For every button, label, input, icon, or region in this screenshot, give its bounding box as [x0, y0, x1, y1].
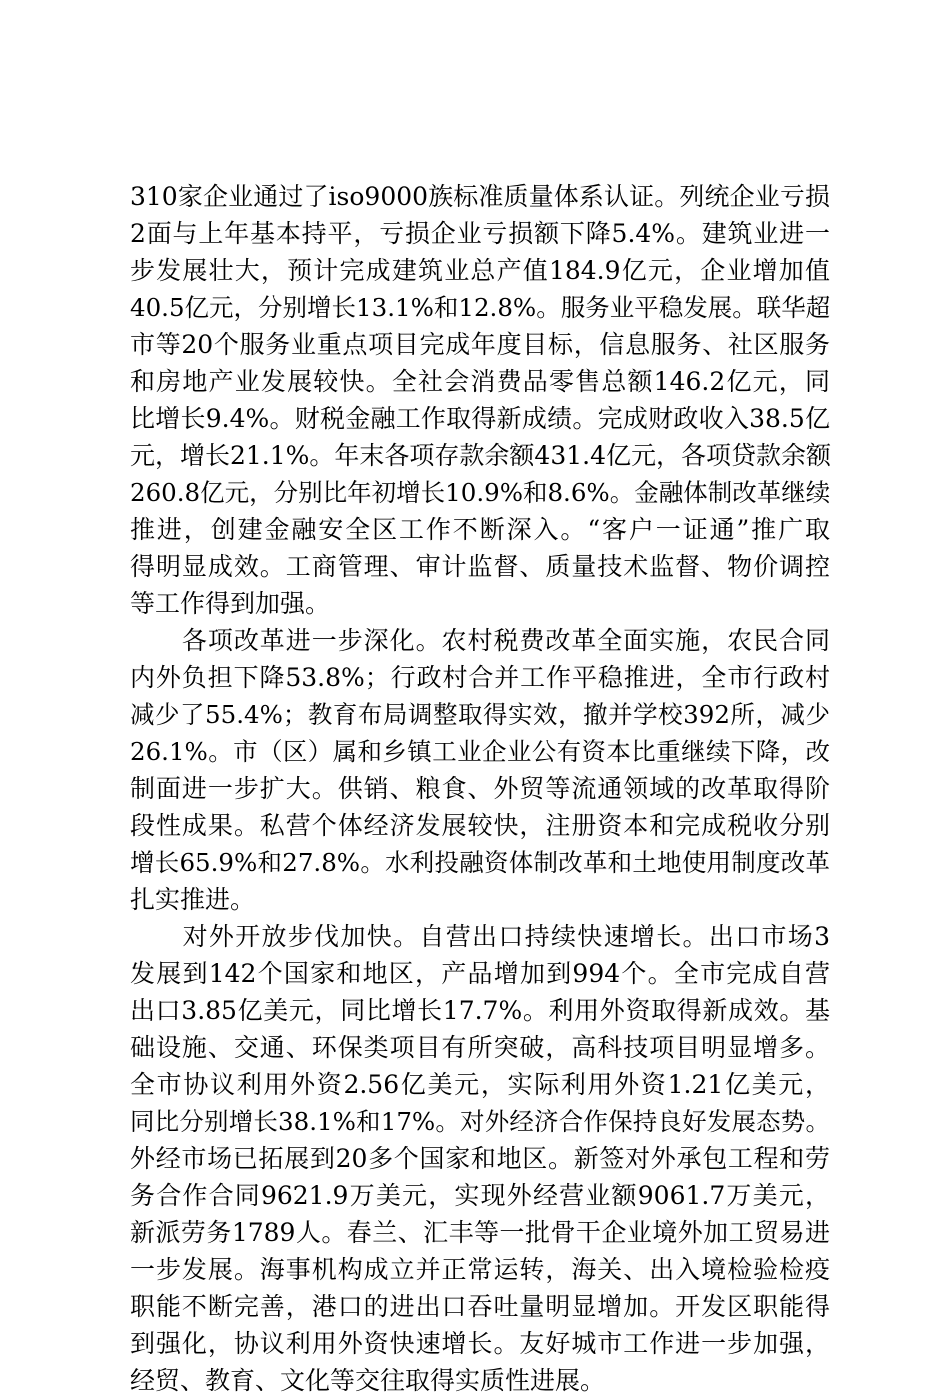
text-line: 市等20个服务业重点项目完成年度目标，信息服务、社区服务 [130, 330, 830, 359]
text-line: 发展到142个国家和地区，产品增加到994个。全市完成自营 [130, 959, 830, 988]
text-line: 础设施、交通、环保类项目有所突破，高科技项目明显增多。 [130, 1033, 830, 1062]
paragraph-industry-finance [130, 178, 830, 622]
paragraph-reforms [130, 622, 830, 918]
text-line: 到强化，协议利用外资快速增长。友好城市工作进一步加强， [130, 1329, 830, 1358]
text-line: 职能不断完善，港口的进出口吞吐量明显增加。开发区职能得 [130, 1292, 830, 1321]
text-line: 增长65.9%和27.8%。水利投融资体制改革和土地使用制度改革 [130, 848, 830, 877]
text-line: 段性成果。私营个体经济发展较快，注册资本和完成税收分别 [130, 811, 830, 840]
text-line: 新派劳务1789人。春兰、汇丰等一批骨干企业境外加工贸易进 [130, 1218, 830, 1247]
text-line: 各项改革进一步深化。农村税费改革全面实施，农民合同 [130, 626, 830, 655]
text-line: 减少了55.4%；教育布局调整取得实效，撤并学校392所，减少 [130, 700, 830, 729]
text-line: 和房地产业发展较快。全社会消费品零售总额146.2亿元，同 [130, 367, 830, 396]
text-line: 260.8亿元，分别比年初增长10.9%和8.6%。金融体制改革继续 [130, 478, 831, 507]
text-line: 一步发展。海事机构成立并正常运转，海关、出入境检验检疫 [130, 1255, 830, 1284]
text-line: 对外开放步伐加快。自营出口持续快速增长。出口市场3 [130, 922, 830, 951]
text-line: 得明显成效。工商管理、审计监督、质量技术监督、物价调控 [130, 552, 830, 581]
text-line: 扎实推进。 [130, 885, 256, 914]
text-line: 比增长9.4%。财税金融工作取得新成绩。完成财政收入38.5亿 [130, 404, 830, 433]
text-line: 出口3.85亿美元，同比增长17.7%。利用外资取得新成效。基 [130, 996, 830, 1025]
text-line: 26.1%。市（区）属和乡镇工业企业公有资本比重继续下降，改 [130, 737, 830, 766]
text-line: 制面进一步扩大。供销、粮食、外贸等流通领域的改革取得阶 [130, 774, 830, 803]
text-line: 40.5亿元，分别增长13.1%和12.8%。服务业平稳发展。联华超 [130, 293, 831, 322]
text-line: 步发展壮大，预计完成建筑业总产值184.9亿元，企业增加值 [130, 256, 830, 285]
text-line: 推进，创建金融安全区工作不断深入。“客户一证通”推广取 [130, 515, 830, 544]
text-line: 同比分别增长38.1%和17%。对外经济合作保持良好发展态势。 [130, 1107, 830, 1136]
paragraph-opening-up [130, 918, 830, 1399]
text-line: 等工作得到加强。 [130, 589, 331, 618]
text-line: 全市协议利用外资2.56亿美元，实际利用外资1.21亿美元， [130, 1070, 830, 1099]
text-line: 外经市场已拓展到20多个国家和地区。新签对外承包工程和劳 [130, 1144, 830, 1173]
text-line: 元，增长21.1%。年末各项存款余额431.4亿元，各项贷款余额 [130, 441, 831, 470]
text-line: 2面与上年基本持平，亏损企业亏损额下降5.4%。建筑业进一 [130, 219, 830, 248]
text-line: 务合作合同9621.9万美元，实现外经营业额9061.7万美元， [130, 1181, 830, 1210]
text-line: 内外负担下降53.8%；行政村合并工作平稳推进，全市行政村 [130, 663, 830, 692]
text-line: 经贸、教育、文化等交往取得实质性进展。 [130, 1366, 606, 1395]
document-page [130, 178, 830, 1399]
text-line: 310家企业通过了iso9000族标准质量体系认证。列统企业亏损 [130, 182, 830, 211]
